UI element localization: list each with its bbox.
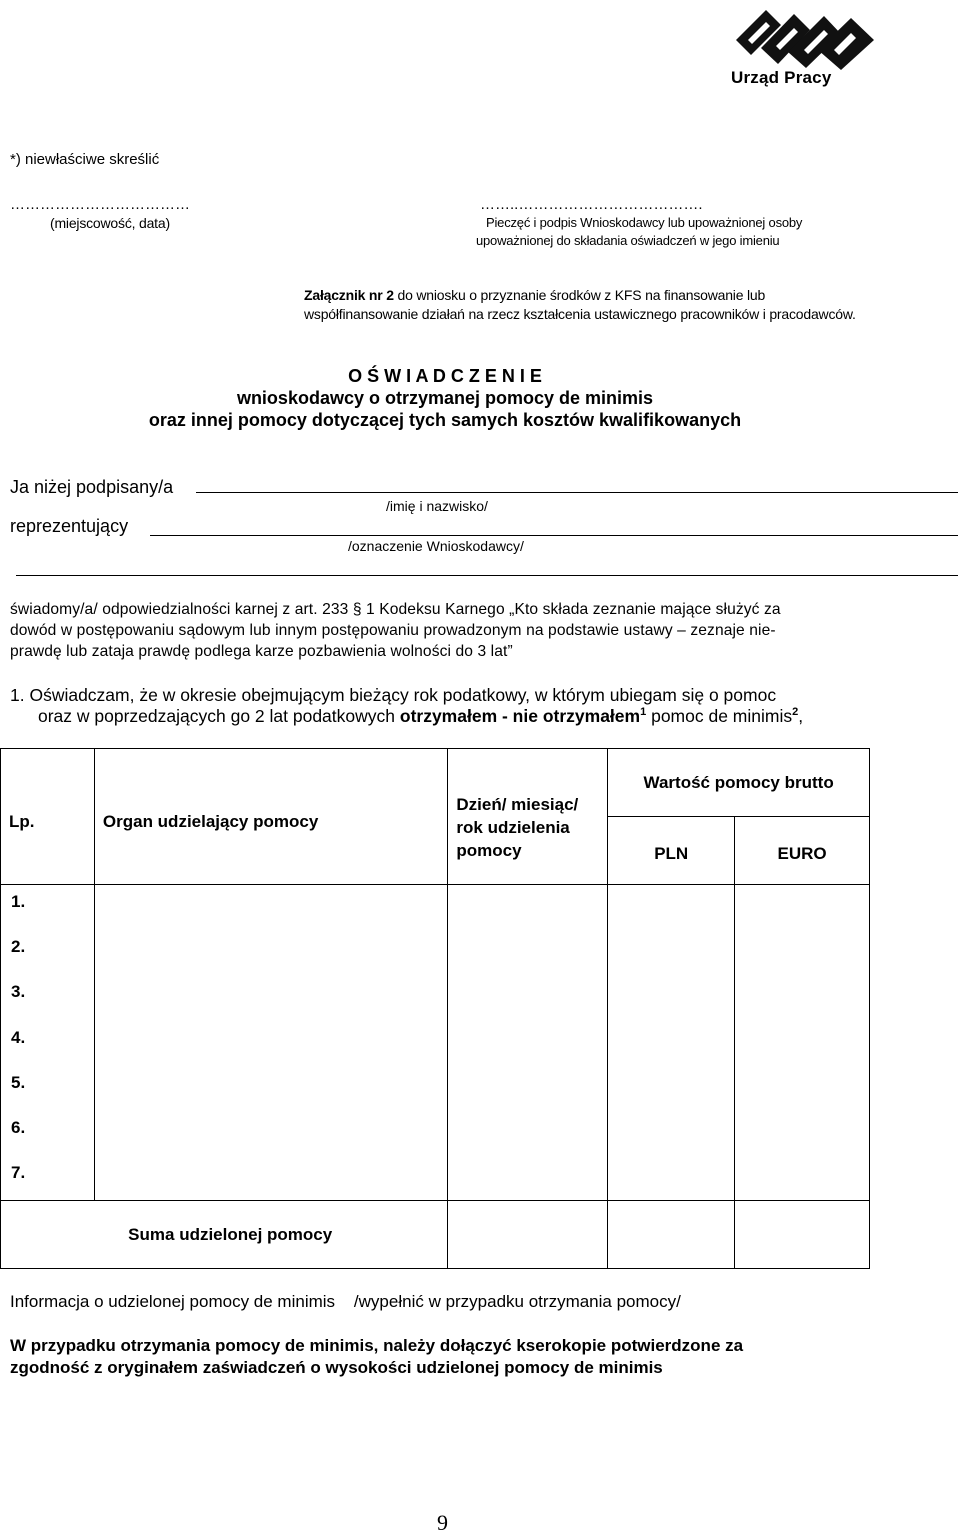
declaration-subtitle-1: wnioskodawcy o otrzymanej pomocy de minimis: [236, 388, 654, 408]
applicant-field-line[interactable]: [150, 535, 958, 536]
logo-text: Urząd Pracy: [731, 68, 832, 87]
repr-label: reprezentujący: [10, 516, 129, 536]
table-row-number: 4.: [11, 1028, 26, 1047]
sum-date-cell: [448, 1201, 608, 1269]
sum-euro-cell[interactable]: [735, 1201, 870, 1269]
table-row-number: 1.: [11, 892, 26, 911]
declaration-text-end: ,: [798, 706, 804, 726]
applicant-hint: /oznaczenie Wnioskodawcy/: [348, 538, 524, 554]
declaration-line-1: 1. Oświadczam, że w okresie obejmującym bieżący rok podatkowy, w którym ubiegam się o pomoc: [10, 685, 777, 705]
euro-cell[interactable]: [735, 885, 870, 1201]
signature-label-1: Pieczęć i podpis Wnioskodawcy lub upoważnionej osoby: [486, 215, 803, 230]
attachment-line-1: [304, 287, 765, 303]
signature-label-2: upoważnionej do składania oświadczeń w jego imieniu: [476, 233, 780, 248]
table-row-number: 3.: [11, 982, 26, 1001]
date-cell[interactable]: [448, 885, 608, 1201]
sum-label: Suma udzielonej pomocy: [1, 1201, 448, 1269]
footnote-ref-2: 2: [792, 706, 799, 719]
header-lp: Lp.: [1, 749, 95, 885]
urzad-pracy-logo: [726, 0, 886, 92]
pln-cell[interactable]: [608, 885, 735, 1201]
info-line: Informacja o udzielonej pomocy de minimis /wypełnić w przypadku otrzymania pomocy/: [10, 1292, 681, 1311]
legal-line-1: świadomy/a/ odpowiedzialności karnej z art. 233 § 1 Kodeksu Karnego „Kto składa zeznanie mające służyć za: [10, 601, 781, 618]
cards-logo-icon: [726, 0, 886, 70]
attachment-number: Załącznik nr 2: [304, 287, 394, 303]
table-row-number: 6.: [11, 1118, 26, 1137]
declaration-text-post: pomoc de minimis: [646, 706, 793, 726]
table-row-number: 7.: [11, 1163, 26, 1182]
header-date: Dzień/ miesiąc/ rok udzielenia pomocy: [448, 749, 608, 885]
signed-label: Ja niżej podpisany/a: [10, 477, 174, 497]
header-value: Wartość pomocy brutto: [608, 749, 870, 817]
declaration-subtitle-2: oraz innej pomocy dotyczącej tych samych kosztów kwalifikowanych: [148, 410, 742, 430]
legal-line-2: dowód w postępowaniu sądowym lub innym postępowaniu prowadzonym na podstawie ustawy – zeznaje nie-: [10, 622, 776, 639]
table-row-number: 5.: [11, 1073, 26, 1092]
header-pln: PLN: [608, 817, 735, 885]
closing-line-2: zgodność z oryginałem zaświadczeń o wysokości udzielonej pomocy de minimis: [10, 1358, 663, 1377]
name-field-line[interactable]: [196, 492, 958, 493]
applicant-field-line-2[interactable]: [16, 575, 958, 576]
page-number: 9: [437, 1510, 448, 1535]
organ-cell[interactable]: [94, 885, 448, 1201]
header-organ: Organ udzielający pomocy: [94, 749, 448, 885]
sum-pln-cell[interactable]: [608, 1201, 735, 1269]
received-choice: otrzymałem - nie otrzymałem: [399, 706, 641, 726]
footnote-ref-1: 1: [640, 706, 647, 719]
header-euro: EURO: [735, 817, 870, 885]
table-row-number: 2.: [11, 937, 26, 956]
name-hint: /imię i nazwisko/: [386, 498, 488, 514]
signature-dots: ……..……………………………….: [480, 196, 703, 213]
attachment-text: do wniosku o przyznanie środków z KFS na finansowanie lub: [393, 287, 766, 303]
legal-line-3: prawdę lub zataja prawdę podlega karze pozbawienia wolności do 3 lat”: [10, 643, 513, 660]
declaration-line-2: [38, 706, 803, 727]
place-date-label: (miejscowość, data): [50, 215, 170, 231]
closing-line-1: W przypadku otrzymania pomocy de minimis, należy dołączyć kserokopie potwierdzone za: [10, 1336, 744, 1355]
declaration-title: O Ś W I A D C Z E N I E: [348, 366, 542, 386]
row-numbers: [1, 885, 95, 1201]
attachment-line-2: współfinansowanie działań na rzecz kształcenia ustawicznego pracowników i pracodawców.: [304, 306, 856, 322]
declaration-text-pre: oraz w poprzedzających go 2 lat podatkowych: [38, 706, 400, 726]
footnote: *) niewłaściwe skreślić: [10, 151, 160, 168]
place-date-dots: ………………………………: [10, 196, 190, 213]
aid-table: [0, 748, 870, 1269]
